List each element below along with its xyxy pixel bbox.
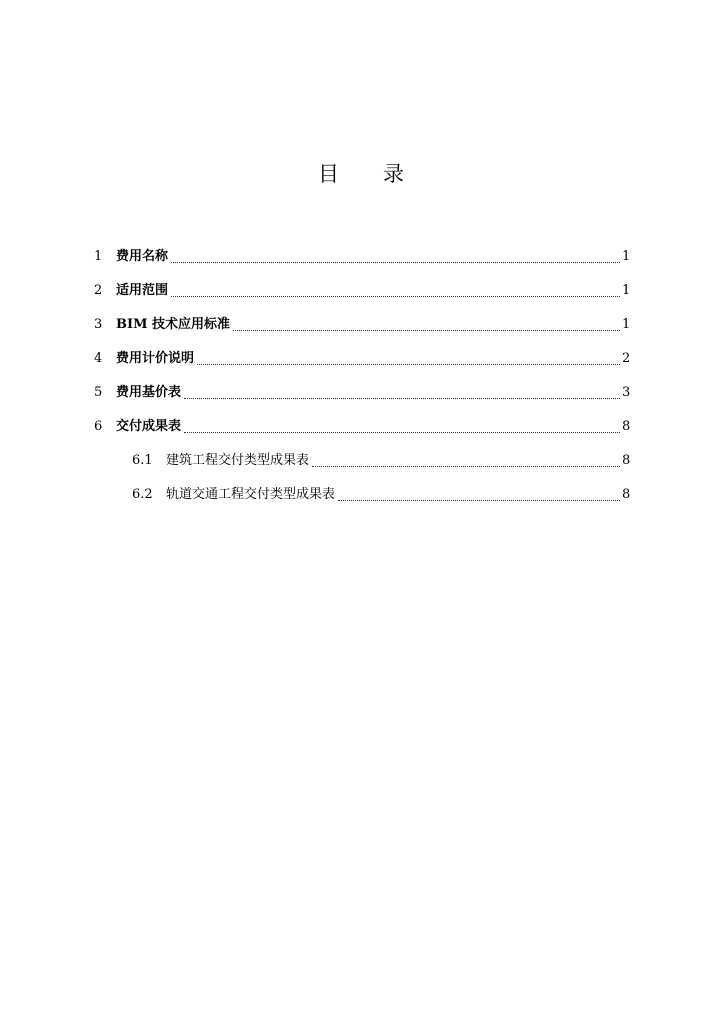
toc-entry-number: 2 [94, 283, 103, 298]
toc-subentry-number: 6.2 [132, 487, 153, 502]
toc-entry-label: BIM 技术应用标准 [116, 317, 230, 332]
toc-entry-number: 1 [94, 249, 103, 264]
toc-subentry[interactable] [132, 484, 630, 506]
toc-entry[interactable] [94, 348, 630, 370]
toc-entry-number: 6 [94, 419, 103, 434]
toc-entry-label: 费用基价表 [116, 385, 182, 400]
toc-leader-dots [171, 261, 620, 263]
toc-entry-label: 交付成果表 [116, 419, 182, 434]
toc-entry-page: 2 [622, 351, 631, 366]
title-char-2: 录 [383, 162, 406, 186]
toc-subentry[interactable] [132, 450, 630, 472]
title-char-1: 目 [318, 162, 341, 186]
toc-entry[interactable] [94, 314, 630, 336]
toc-leader-dots [233, 329, 620, 331]
toc-subentry-label: 建筑工程交付类型成果表 [166, 453, 310, 468]
toc-entry-number: 5 [94, 385, 103, 400]
toc-entry[interactable] [94, 246, 630, 268]
toc-entry[interactable] [94, 382, 630, 404]
toc-entry-number: 3 [94, 317, 103, 332]
toc-leader-dots [171, 295, 620, 297]
toc-leader-dots [197, 363, 620, 365]
toc-subentry-label: 轨道交通工程交付类型成果表 [166, 487, 336, 502]
toc-subentry-number: 6.1 [132, 453, 153, 468]
toc-entry-label: 费用计价说明 [116, 351, 195, 366]
toc-entry-number: 4 [94, 351, 103, 366]
toc-leader-dots [184, 397, 620, 399]
toc-entry[interactable] [94, 280, 630, 302]
toc-leader-dots [184, 431, 620, 433]
toc-entry-page: 1 [622, 283, 631, 298]
toc-entry-page: 8 [622, 419, 631, 434]
page-title [0, 158, 724, 188]
toc-entry-label: 费用名称 [116, 249, 169, 264]
toc-subentry-page: 8 [622, 487, 631, 502]
toc-entry-page: 3 [622, 385, 631, 400]
toc-entry-page: 1 [622, 249, 631, 264]
toc-entry[interactable] [94, 416, 630, 438]
toc-entry-label: 适用范围 [116, 283, 169, 298]
toc-entry-page: 1 [622, 317, 631, 332]
toc-subentry-page: 8 [622, 453, 631, 468]
toc-leader-dots [338, 499, 620, 501]
toc-leader-dots [312, 465, 620, 467]
